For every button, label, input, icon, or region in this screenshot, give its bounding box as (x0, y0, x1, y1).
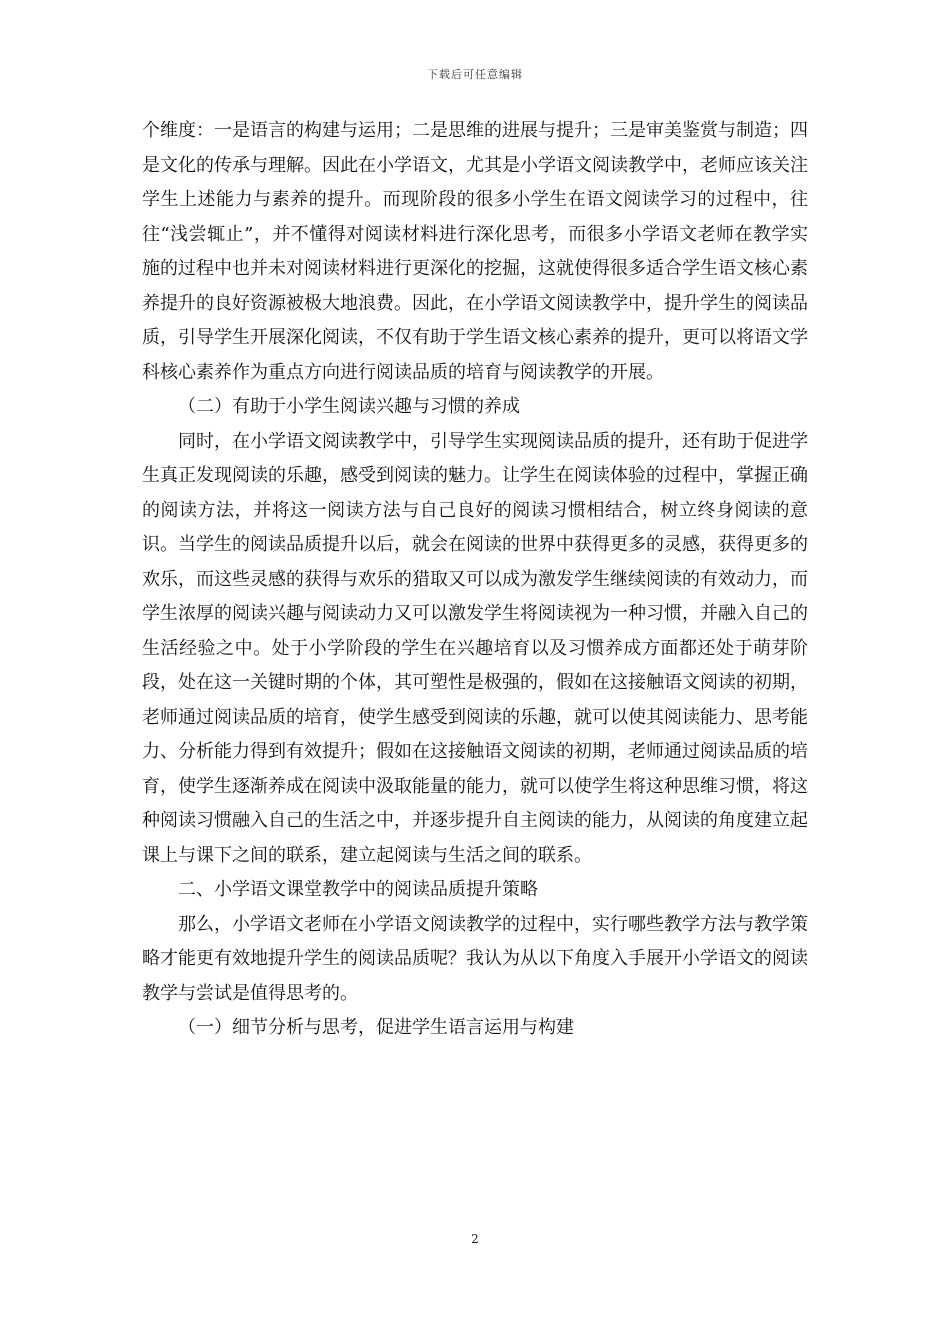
paragraph-interest-habits: 同时，在小学语文阅读教学中，引导学生实现阅读品质的提升，还有助于促进学生真正发现阅读的乐趣，感受到阅读的魅力。让学生在阅读体验的过程中，掌握正确的阅读方法，并将这一阅读方法与自己良好的阅读习惯相结合，树立终身阅读的意识。当学生的阅读品质提升以后，就会在阅读的世界中获得更多的灵感，获得更多的欢乐，而这些灵感的获得与欢乐的猎取又可以成为激发学生继续阅读的有效动力，而学生浓厚的阅读兴趣与阅读动力又可以激发学生将阅读视为一种习惯，并融入自己的生活经验之中。处于小学阶段的学生在兴趣培育以及习惯养成方面都还处于萌芽阶段，处在这一关键时期的个体，其可塑性是极强的，假如在这接触语文阅读的初期，老师通过阅读品质的培育，使学生感受到阅读的乐趣，就可以使其阅读能力、思考能力、分析能力得到有效提升；假如在这接触语文阅读的初期，老师通过阅读品质的培育，使学生逐渐养成在阅读中汲取能量的能力，就可以使学生将这种思维习惯，将这种阅读习惯融入自己的生活之中，并逐步提升自主阅读的能力，从阅读的角度建立起课上与课下之间的联系，建立起阅读与生活之间的联系。 (142, 430, 808, 866)
section-heading-strategies: 二、小学语文课堂教学中的阅读品质提升策略 (178, 879, 538, 900)
paragraph-strategies-intro: 那么，小学语文老师在小学语文阅读教学的过程中，实行哪些教学方法与教学策略才能更有效地提升学生的阅读品质呢？我认为从以下角度入手展开小学语文的阅读教学与尝试是值得思考的。 (142, 913, 808, 1004)
page-number: 2 (471, 1232, 479, 1246)
paragraph-continuation: 个维度：一是语言的构建与运用；二是思维的进展与提升；三是审美鉴赏与制造；四是文化的传承与理解。因此在小学语文，尤其是小学语文阅读教学中，老师应该关注学生上述能力与素养的提升。而现阶段的很多小学生在语文阅读学习的过程中，往往“浅尝辄止”，并不懂得对阅读材料进行深化思考，而很多小学语文老师在教学实施的过程中也并未对阅读材料进行更深化的挖掘，这就使得很多适合学生语文核心素养提升的良好资源被极大地浪费。因此，在小学语文阅读教学中，提升学生的阅读品质，引导学生开展深化阅读，不仅有助于学生语文核心素养的提升，更可以将语文学科核心素养作为重点方向进行阅读品质的培育与阅读教学的开展。 (142, 120, 808, 383)
document-body (142, 114, 808, 1046)
page-header: 下载后可任意编辑 (427, 68, 523, 81)
subheading-detail-analysis: （一）细节分析与思考，促进学生语言运用与构建 (178, 1017, 574, 1038)
subheading-interest-habits: （二）有助于小学生阅读兴趣与习惯的养成 (178, 396, 520, 417)
